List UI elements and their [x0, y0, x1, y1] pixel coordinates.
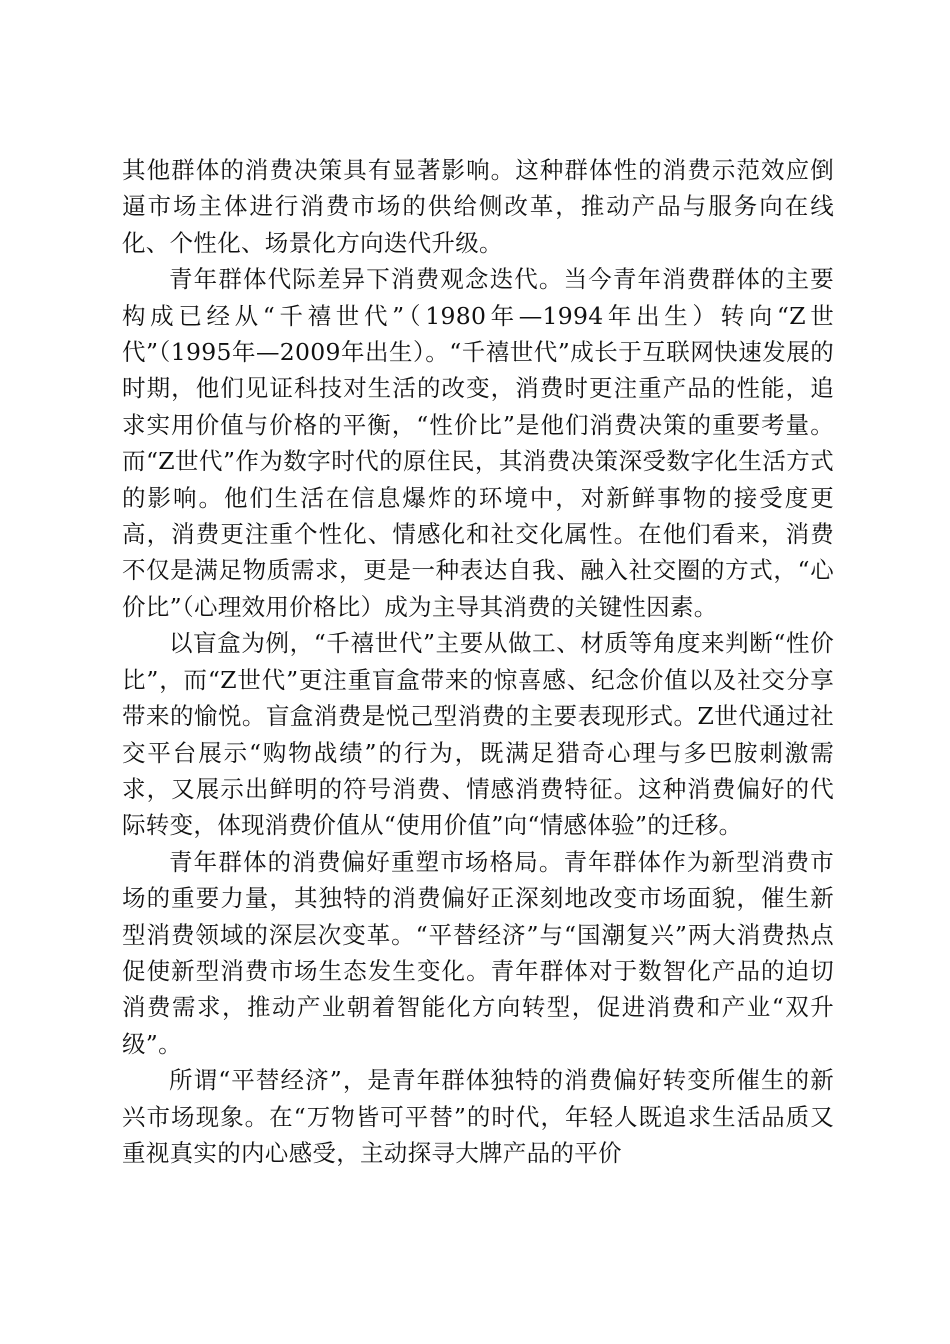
paragraph-continued: 其他群体的消费决策具有显著影响。这种群体性的消费示范效应倒逼市场主体进行消费市场的供给侧改革，推动产品与服务向在线化、个性化、场景化方向迭代升级。 [122, 156, 834, 257]
paragraph-affordable-substitute-economy: 所谓“平替经济”，是青年群体独特的消费偏好转变所催生的新兴市场现象。在“万物皆可平替”的时代，年轻人既追求生活品质又重视真实的内心感受，主动探寻大牌产品的平价 [122, 1066, 834, 1167]
paragraph-generational-shift: 青年群体代际差异下消费观念迭代。当今青年消费群体的主要构成已经从“千禧世代”（1980年—1994年出生）转向“Z世代”（1995年—2009年出生）。“千禧世代”成长于互联网快速发展的时期，他们见证科技对生活的改变，消费时更注重产品的性能，追求实用价值与价格的平衡，“性价比”是他们消费决策的重要考量。而“Z世代”作为数字时代的原住民，其消费决策深受数字化生活方式的影响。他们生活在信息爆炸的环境中，对新鲜事物的接受度更高，消费更注重个性化、情感化和社交化属性。在他们看来，消费不仅是满足物质需求，更是一种表达自我、融入社交圈的方式，“心价比”（心理效用价格比）成为主导其消费的关键性因素。 [122, 265, 834, 621]
paragraph-market-reshaping: 青年群体的消费偏好重塑市场格局。青年群体作为新型消费市场的重要力量，其独特的消费偏好正深刻地改变市场面貌，催生新型消费领域的深层次变革。“平替经济”与“国潮复兴”两大消费热点促使新型消费市场生态发生变化。青年群体对于数智化产品的迫切消费需求，推动产业朝着智能化方向转型，促进消费和产业“双升级”。 [122, 847, 834, 1058]
paragraph-blind-box-example: 以盲盒为例，“千禧世代”主要从做工、材质等角度来判断“性价比”，而“Z世代”更注重盲盒带来的惊喜感、纪念价值以及社交分享带来的愉悦。盲盒消费是悦己型消费的主要表现形式。Z世代通过社交平台展示“购物战绩”的行为，既满足猎奇心理与多巴胺刺激需求，又展示出鲜明的符号消费、情感消费特征。这种消费偏好的代际转变，体现消费价值从“使用价值”向“情感体验”的迁移。 [122, 629, 834, 840]
body-text [122, 152, 834, 1171]
